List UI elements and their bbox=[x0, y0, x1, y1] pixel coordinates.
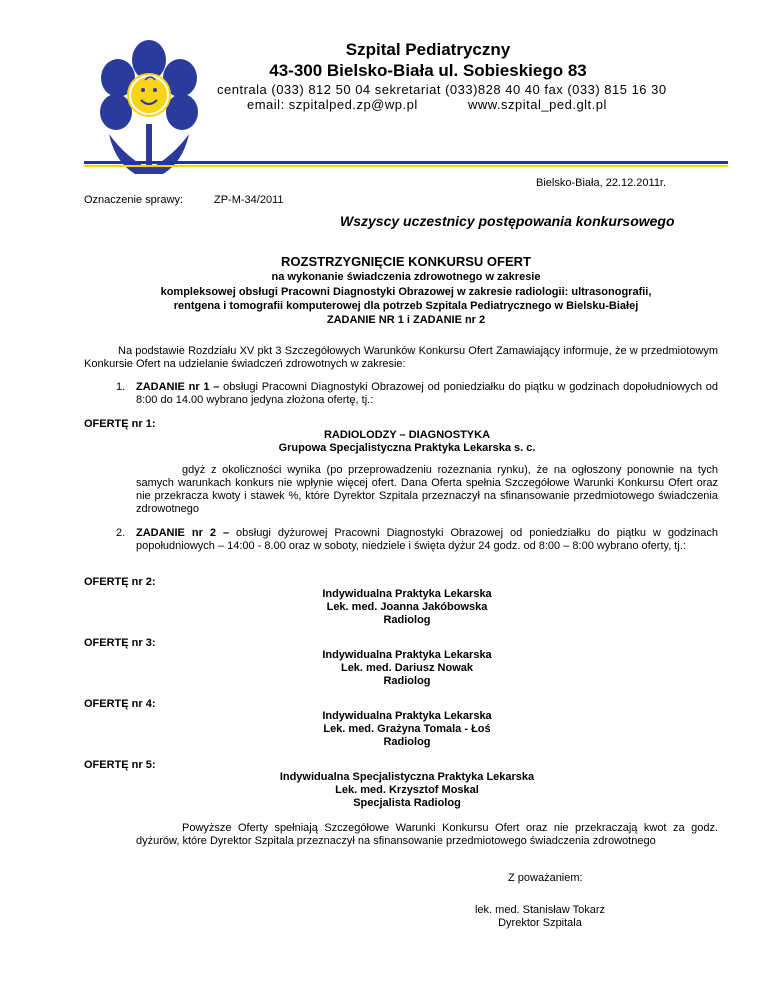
offer-5-label: OFERTĘ nr 5: bbox=[84, 759, 156, 771]
offer-4-label: OFERTĘ nr 4: bbox=[84, 698, 156, 710]
signature-role: Dyrektor Szpitala bbox=[498, 917, 582, 929]
header-rule-yellow bbox=[84, 165, 728, 167]
offer-1-line-2: Grupowa Specjalistyczna Praktyka Lekarska s. c. bbox=[278, 442, 536, 454]
offer-2-line-1: Indywidualna Praktyka Lekarska bbox=[322, 588, 492, 600]
offer-2-line-3: Radiolog bbox=[383, 614, 431, 626]
hospital-name: Szpital Pediatryczny bbox=[345, 40, 511, 59]
offer-4-line-3: Radiolog bbox=[383, 736, 431, 748]
case-label: Oznaczenie sprawy: bbox=[84, 194, 184, 206]
hospital-logo bbox=[95, 38, 203, 174]
task-1-label: ZADANIE nr 1 – bbox=[136, 381, 220, 393]
contact-website: www.szpital_ped.glt.pl bbox=[468, 97, 607, 112]
case-number: ZP-M-34/2011 bbox=[214, 194, 284, 206]
task-1-text bbox=[136, 381, 718, 407]
intro-paragraph: Na podstawie Rozdziału XV pkt 3 Szczegółowych Warunków Konkursu Ofert Zamawiający informuje, że w przedmiotowym Konkursie Ofert na udzielanie świadczeń zdrowotnych w zakresie: bbox=[84, 345, 718, 370]
signature-greeting: Z poważaniem: bbox=[508, 872, 583, 884]
offer-4-line-2: Lek. med. Grażyna Tomala - Łoś bbox=[323, 723, 491, 735]
document-title: ROZSTRZYGNIĘCIE KONKURSU OFERT bbox=[281, 254, 531, 269]
task-2-text bbox=[136, 527, 718, 553]
task-2-label: ZADANIE nr 2 – bbox=[136, 527, 230, 539]
hospital-address: 43-300 Bielsko-Biała ul. Sobieskiego 83 bbox=[269, 61, 587, 80]
subtitle-line-4: ZADANIE NR 1 i ZADANIE nr 2 bbox=[326, 314, 486, 326]
offer-1-line-1: RADIOLODZY – DIAGNOSTYKA bbox=[323, 429, 491, 441]
header-rule-blue bbox=[84, 161, 728, 164]
task-1-number: 1. bbox=[116, 381, 126, 393]
offer-2-label: OFERTĘ nr 2: bbox=[84, 576, 156, 588]
signature-name: lek. med. Stanisław Tokarz bbox=[474, 904, 606, 916]
subtitle-line-2: kompleksowej obsługi Pracowni Diagnostyki Obrazowej w zakresie radiologii: ultrasonografii, bbox=[160, 286, 652, 298]
task-1-description: obsługi Pracowni Diagnostyki Obrazowej od poniedziałku do piątku w godzinach dopołudniowych od 8:00 do 14.00 wybrano jedyna złożona ofertę, tj.: bbox=[136, 381, 718, 406]
task-2-description: obsługi dyżurowej Pracowni Diagnostyki Obrazowej od poniedziałku do piątku w godzinach popołudniowych – 14:00 - 8.00 oraz w soboty, niedziele i święta dyżur 24 godz. od 8:00 – 8:00 wybrano oferty, tj.: bbox=[136, 527, 719, 552]
task-2-number: 2. bbox=[116, 527, 126, 539]
subtitle-line-3: rentgena i tomografii komputerowej dla potrzeb Szpitala Pediatrycznego w Bielsku-Białej bbox=[173, 300, 639, 312]
offer-3-line-2: Lek. med. Dariusz Nowak bbox=[340, 662, 474, 674]
contact-phones: centrala (033) 812 50 04 sekretariat (033)828 40 40 fax (033) 815 16 30 bbox=[217, 82, 667, 97]
offer-5-line-2: Lek. med. Krzysztof Moskal bbox=[335, 784, 479, 796]
offer-5-line-3: Specjalista Radiolog bbox=[353, 797, 461, 809]
offer-1-label: OFERTĘ nr 1: bbox=[84, 418, 156, 430]
subtitle-line-1: na wykonanie świadczenia zdrowotnego w zakresie bbox=[271, 271, 541, 283]
addressee: Wszyscy uczestnicy postępowania konkursowego bbox=[340, 213, 675, 229]
place-date: Bielsko-Biała, 22.12.2011r. bbox=[536, 177, 667, 189]
conclusion-paragraph: Powyższe Oferty spełniają Szczegółowe Warunki Konkursu Ofert oraz nie przekraczają kwot za godz. dyżurów, które Dyrektor Szpitala przeznaczył na sfinansowanie przedmiotowego świadczenia zdrowotnego bbox=[136, 822, 718, 847]
offer-2-line-2: Lek. med. Joanna Jakóbowska bbox=[326, 601, 488, 613]
contact-email: email: szpitalped.zp@wp.pl bbox=[247, 97, 418, 112]
offer-3-line-1: Indywidualna Praktyka Lekarska bbox=[322, 649, 492, 661]
offer-5-line-1: Indywidualna Specjalistyczna Praktyka Lekarska bbox=[279, 771, 535, 783]
offer-4-line-1: Indywidualna Praktyka Lekarska bbox=[322, 710, 492, 722]
justification-paragraph: gdyż z okoliczności wynika (po przeprowadzeniu rozeznania rynku), że na ogłoszony ponownie na tych samych warunkach konkurs nie wpłynie więcej ofert. Dana Oferta spełnia Szczegółowe Warunki Konkursu Ofert oraz nie przekracza kwoty i stawek %, które Dyrektor Szpitala przeznaczył na sfinansowanie przedmiotowego świadczenia zdrowotnego bbox=[136, 464, 718, 515]
offer-3-line-3: Radiolog bbox=[383, 675, 431, 687]
offer-3-label: OFERTĘ nr 3: bbox=[84, 637, 156, 649]
